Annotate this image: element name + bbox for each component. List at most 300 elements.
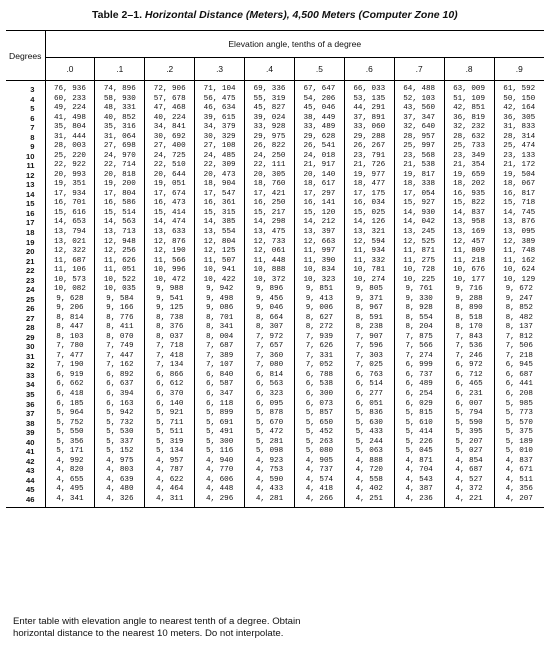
distance-cell: 6, 185 (45, 400, 95, 410)
distance-cell: 12, 594 (344, 238, 394, 248)
distance-cell: 4, 464 (145, 485, 195, 495)
distance-cell: 25, 474 (503, 142, 536, 151)
distance-cell: 22, 111 (245, 161, 295, 171)
distance-cell: 25, 733 (444, 142, 494, 152)
distance-cell: 19, 659 (444, 171, 494, 181)
degree-cell: 30 (6, 342, 45, 352)
distance-cell: 5, 010 (505, 447, 533, 456)
distance-cell: 63, 009 (444, 81, 494, 95)
distance-cell: 7, 875 (394, 333, 444, 343)
distance-cell: 14, 298 (245, 218, 295, 228)
distance-cell: 8, 341 (195, 323, 245, 333)
distance-cell: 13, 169 (444, 228, 494, 238)
table-row (6, 257, 544, 267)
table-row (6, 438, 544, 448)
distance-cell: 8, 554 (394, 314, 444, 324)
distance-cell: 7, 274 (394, 352, 444, 362)
distance-cell: 6, 514 (344, 380, 394, 390)
table-row (6, 476, 544, 486)
distance-cell: 51, 109 (444, 95, 494, 105)
table-row (6, 495, 544, 508)
table-row (6, 81, 544, 95)
distance-cell: 7, 812 (505, 332, 533, 341)
distance-cell: 6, 866 (145, 371, 195, 381)
distance-cell: 8, 004 (195, 333, 245, 343)
distance-cell: 6, 418 (45, 390, 95, 400)
table-row (6, 228, 544, 238)
distance-cell: 41, 498 (45, 114, 95, 124)
distance-cell: 7, 477 (45, 352, 95, 362)
distance-cell: 7, 134 (145, 361, 195, 371)
distance-cell: 31, 833 (503, 123, 536, 132)
distance-cell: 23, 349 (444, 152, 494, 162)
table-row (6, 333, 544, 343)
distance-cell: 32, 640 (394, 123, 444, 133)
distance-cell: 22, 510 (145, 161, 195, 171)
tenth-column-header: .2 (145, 58, 195, 81)
distance-cell: 11, 934 (344, 247, 394, 257)
distance-cell: 56, 475 (195, 95, 245, 105)
distance-cell: 4, 737 (294, 466, 344, 476)
table-row (6, 485, 544, 495)
distance-cell: 8, 376 (145, 323, 195, 333)
distance-cell: 9, 206 (45, 304, 95, 314)
distance-cell: 27, 108 (195, 142, 245, 152)
distance-table (6, 30, 544, 508)
distance-cell: 8, 967 (344, 304, 394, 314)
distance-cell: 9, 988 (145, 285, 195, 295)
table-row (6, 276, 544, 286)
distance-cell: 9, 247 (505, 294, 533, 303)
distance-cell: 12, 804 (195, 238, 245, 248)
distance-cell: 6, 563 (245, 380, 295, 390)
distance-cell: 9, 371 (344, 295, 394, 305)
degree-cell: 13 (6, 180, 45, 190)
distance-cell: 57, 678 (145, 95, 195, 105)
distance-cell: 20, 644 (145, 171, 195, 181)
distance-cell: 12, 948 (95, 238, 145, 248)
distance-cell: 17, 547 (195, 190, 245, 200)
distance-cell: 6, 029 (394, 400, 444, 410)
distance-cell: 10, 372 (245, 276, 295, 286)
distance-cell: 4, 854 (444, 457, 494, 467)
distance-cell: 50, 150 (503, 94, 536, 103)
distance-cell: 16, 817 (503, 189, 536, 198)
distance-cell: 6, 300 (294, 390, 344, 400)
distance-cell: 4, 281 (245, 495, 295, 508)
degree-cell: 28 (6, 323, 45, 333)
distance-cell: 16, 141 (294, 199, 344, 209)
distance-cell: 5, 300 (195, 438, 245, 448)
table-row (6, 380, 544, 390)
distance-cell: 45, 827 (245, 104, 295, 114)
distance-cell: 18, 067 (503, 180, 536, 189)
distance-cell: 10, 624 (503, 266, 536, 275)
distance-cell: 28, 003 (45, 142, 95, 152)
distance-cell: 48, 331 (95, 104, 145, 114)
distance-cell: 17, 934 (45, 190, 95, 200)
distance-cell: 7, 447 (95, 352, 145, 362)
degree-cell: 8 (6, 133, 45, 143)
distance-cell: 7, 749 (95, 342, 145, 352)
elevation-angle-group-header: Elevation angle, tenths of a degree (45, 31, 544, 58)
distance-cell: 44, 291 (344, 104, 394, 114)
distance-cell: 25, 997 (394, 142, 444, 152)
distance-cell: 7, 162 (95, 361, 145, 371)
distance-cell: 4, 221 (444, 495, 494, 508)
distance-cell: 17, 674 (145, 190, 195, 200)
distance-cell: 40, 224 (145, 114, 195, 124)
distance-cell: 71, 104 (195, 81, 245, 95)
distance-cell: 14, 930 (394, 209, 444, 219)
distance-cell: 10, 728 (394, 266, 444, 276)
distance-cell: 6, 073 (294, 400, 344, 410)
degree-cell: 7 (6, 123, 45, 133)
table-number: Table 2–1. (92, 9, 142, 21)
degree-cell: 25 (6, 295, 45, 305)
distance-cell: 7, 360 (245, 352, 295, 362)
distance-cell: 74, 896 (95, 81, 145, 95)
distance-cell: 8, 170 (444, 323, 494, 333)
distance-cell: 19, 351 (45, 180, 95, 190)
degree-cell: 19 (6, 238, 45, 248)
distance-cell: 35, 316 (95, 123, 145, 133)
distance-cell: 9, 006 (294, 304, 344, 314)
distance-cell: 8, 103 (45, 333, 95, 343)
distance-cell: 6, 840 (195, 371, 245, 381)
distance-cell: 24, 485 (195, 152, 245, 162)
distance-cell: 4, 622 (145, 476, 195, 486)
distance-cell: 4, 495 (45, 485, 95, 495)
distance-cell: 36, 305 (503, 113, 536, 122)
distance-cell: 15, 025 (344, 209, 394, 219)
tenth-column-header: .0 (45, 58, 95, 81)
degree-cell: 20 (6, 247, 45, 257)
distance-cell: 14, 042 (394, 218, 444, 228)
distance-cell: 5, 134 (145, 447, 195, 457)
distance-cell: 5, 985 (505, 399, 533, 408)
distance-cell: 19, 977 (344, 171, 394, 181)
table-title: Horizontal Distance (Meters), 4,500 Meters (Computer Zone 10) (144, 9, 458, 21)
distance-cell: 4, 326 (95, 495, 145, 508)
distance-cell: 5, 773 (505, 409, 533, 418)
distance-cell: 5, 511 (145, 428, 195, 438)
distance-cell: 53, 135 (344, 95, 394, 105)
distance-cell: 8, 272 (294, 323, 344, 333)
distance-cell: 25, 220 (45, 152, 95, 162)
table-row (6, 352, 544, 362)
distance-cell: 14, 126 (344, 218, 394, 228)
distance-cell: 7, 626 (294, 342, 344, 352)
distance-cell: 40, 852 (95, 114, 145, 124)
distance-cell: 15, 120 (294, 209, 344, 219)
distance-cell: 4, 356 (505, 485, 533, 494)
distance-cell: 7, 907 (344, 333, 394, 343)
distance-cell: 5, 752 (45, 419, 95, 429)
distance-cell: 17, 175 (344, 190, 394, 200)
degree-cell: 44 (6, 476, 45, 486)
distance-cell: 16, 586 (95, 199, 145, 209)
distance-cell: 6, 763 (344, 371, 394, 381)
distance-cell: 5, 491 (195, 428, 245, 438)
table-row (6, 123, 544, 133)
degree-cell: 12 (6, 171, 45, 181)
distance-cell: 10, 941 (195, 266, 245, 276)
tenth-column-header: .7 (394, 58, 444, 81)
distance-cell: 4, 527 (444, 476, 494, 486)
distance-cell: 8, 738 (145, 314, 195, 324)
distance-cell: 7, 246 (444, 352, 494, 362)
distance-cell: 5, 027 (444, 447, 494, 457)
distance-cell: 9, 805 (344, 285, 394, 295)
distance-cell: 20, 818 (95, 171, 145, 181)
distance-cell: 6, 737 (394, 371, 444, 381)
table-row (6, 409, 544, 419)
distance-cell: 5, 375 (505, 428, 533, 437)
distance-cell: 5, 794 (444, 409, 494, 419)
degree-cell: 41 (6, 447, 45, 457)
table-row (6, 457, 544, 467)
distance-cell: 46, 634 (195, 104, 245, 114)
degree-cell: 22 (6, 266, 45, 276)
distance-cell: 8, 070 (95, 333, 145, 343)
distance-cell: 10, 323 (294, 276, 344, 286)
distance-cell: 12, 457 (444, 238, 494, 248)
degree-cell: 34 (6, 380, 45, 390)
distance-cell: 13, 876 (503, 218, 536, 227)
distance-cell: 24, 250 (245, 152, 295, 162)
distance-cell: 13, 245 (394, 228, 444, 238)
distance-cell: 11, 275 (394, 257, 444, 267)
degree-cell: 11 (6, 161, 45, 171)
distance-cell: 32, 232 (444, 123, 494, 133)
distance-cell: 4, 820 (45, 466, 95, 476)
distance-cell: 14, 563 (95, 218, 145, 228)
distance-cell: 5, 356 (45, 438, 95, 448)
distance-cell: 64, 488 (394, 81, 444, 95)
degree-cell: 3 (6, 81, 45, 95)
distance-cell: 10, 225 (394, 276, 444, 286)
distance-cell: 30, 692 (145, 133, 195, 143)
distance-cell: 8, 890 (444, 304, 494, 314)
distance-cell: 6, 208 (505, 390, 533, 398)
degree-cell: 38 (6, 419, 45, 429)
distance-cell: 7, 107 (195, 361, 245, 371)
distance-cell: 5, 732 (95, 419, 145, 429)
distance-cell: 7, 780 (45, 342, 95, 352)
distance-cell: 21, 917 (294, 161, 344, 171)
distance-cell: 21, 726 (344, 161, 394, 171)
distance-cell: 11, 687 (45, 257, 95, 267)
distance-cell: 13, 095 (503, 227, 536, 236)
table-row (6, 295, 544, 305)
table-caption (92, 9, 458, 21)
table-row (6, 314, 544, 324)
distance-cell: 8, 928 (394, 304, 444, 314)
distance-cell: 69, 336 (245, 81, 295, 95)
distance-cell: 13, 713 (95, 228, 145, 238)
distance-cell: 6, 612 (145, 380, 195, 390)
distance-cell: 5, 337 (95, 438, 145, 448)
table-row (6, 390, 544, 400)
distance-cell: 18, 760 (245, 180, 295, 190)
distance-cell: 11, 626 (95, 257, 145, 267)
distance-cell: 12, 876 (145, 238, 195, 248)
distance-cell: 10, 996 (145, 266, 195, 276)
distance-cell: 6, 687 (505, 370, 533, 379)
distance-cell: 4, 770 (195, 466, 245, 476)
distance-cell: 9, 761 (394, 285, 444, 295)
distance-cell: 6, 919 (45, 371, 95, 381)
distance-cell: 11, 809 (444, 247, 494, 257)
distance-cell: 5, 045 (394, 447, 444, 457)
distance-cell: 7, 939 (294, 333, 344, 343)
distance-cell: 5, 063 (344, 447, 394, 457)
distance-cell: 5, 395 (444, 428, 494, 438)
distance-cell: 19, 817 (394, 171, 444, 181)
distance-cell: 4, 704 (394, 466, 444, 476)
distance-cell: 4, 433 (245, 485, 295, 495)
distance-cell: 21, 538 (394, 161, 444, 171)
degree-cell: 23 (6, 276, 45, 286)
distance-cell: 4, 837 (505, 456, 533, 465)
distance-cell: 5, 530 (95, 428, 145, 438)
distance-cell: 5, 226 (394, 438, 444, 448)
distance-cell: 6, 712 (444, 371, 494, 381)
distance-cell: 9, 851 (294, 285, 344, 295)
tenth-column-header: .8 (444, 58, 494, 81)
table-row (6, 114, 544, 124)
degree-cell: 46 (6, 495, 45, 508)
distance-cell: 8, 307 (245, 323, 295, 333)
distance-cell: 10, 781 (344, 266, 394, 276)
distance-cell: 5, 472 (245, 428, 295, 438)
degree-cell: 5 (6, 104, 45, 114)
distance-cell: 54, 206 (294, 95, 344, 105)
distance-cell: 6, 118 (195, 400, 245, 410)
distance-cell: 6, 892 (95, 371, 145, 381)
distance-cell: 15, 514 (95, 209, 145, 219)
distance-cell: 4, 753 (245, 466, 295, 476)
distance-cell: 13, 397 (294, 228, 344, 238)
distance-cell: 7, 566 (394, 342, 444, 352)
distance-cell: 13, 475 (245, 228, 295, 238)
distance-cell: 13, 958 (444, 218, 494, 228)
distance-cell: 11, 448 (245, 257, 295, 267)
tenth-column-header: .6 (344, 58, 394, 81)
table-row (6, 238, 544, 248)
distance-cell: 39, 024 (245, 114, 295, 124)
degree-cell: 4 (6, 95, 45, 105)
degree-cell: 15 (6, 199, 45, 209)
distance-cell: 19, 051 (145, 180, 195, 190)
distance-cell: 5, 189 (505, 437, 533, 446)
distance-cell: 47, 468 (145, 104, 195, 114)
distance-cell: 12, 256 (95, 247, 145, 257)
degree-cell: 17 (6, 218, 45, 228)
degree-cell: 16 (6, 209, 45, 219)
distance-cell: 13, 554 (195, 228, 245, 238)
distance-cell: 10, 082 (45, 285, 95, 295)
distance-cell: 6, 999 (394, 361, 444, 371)
distance-cell: 5, 116 (195, 447, 245, 457)
distance-cell: 7, 418 (145, 352, 195, 362)
distance-cell: 4, 720 (344, 466, 394, 476)
table-row (6, 209, 544, 219)
distance-cell: 9, 046 (245, 304, 295, 314)
degree-cell: 32 (6, 361, 45, 371)
distance-cell: 4, 266 (294, 495, 344, 508)
degree-cell: 33 (6, 371, 45, 381)
distance-cell: 4, 543 (394, 476, 444, 486)
distance-cell: 8, 701 (195, 314, 245, 324)
distance-cell: 10, 676 (444, 266, 494, 276)
distance-cell: 6, 538 (294, 380, 344, 390)
table-row (6, 266, 544, 276)
distance-cell: 7, 718 (145, 342, 195, 352)
distance-cell: 10, 472 (145, 276, 195, 286)
degree-cell: 18 (6, 228, 45, 238)
distance-cell: 11, 390 (294, 257, 344, 267)
degree-cell: 45 (6, 485, 45, 495)
distance-cell: 23, 791 (344, 152, 394, 162)
tenth-column-header: .1 (95, 58, 145, 81)
distance-cell: 5, 711 (145, 419, 195, 429)
table-row (6, 152, 544, 162)
distance-cell: 11, 748 (503, 247, 536, 256)
distance-cell: 17, 804 (95, 190, 145, 200)
distance-cell: 5, 452 (294, 428, 344, 438)
distance-cell: 18, 617 (294, 180, 344, 190)
distance-cell: 6, 394 (95, 390, 145, 400)
distance-cell: 4, 655 (45, 476, 95, 486)
distance-cell: 39, 615 (195, 114, 245, 124)
distance-cell: 5, 570 (505, 418, 533, 427)
distance-cell: 8, 591 (344, 314, 394, 324)
distance-cell: 17, 421 (245, 190, 295, 200)
distance-cell: 12, 525 (394, 238, 444, 248)
distance-cell: 8, 204 (394, 323, 444, 333)
distance-cell: 6, 095 (245, 400, 295, 410)
distance-cell: 24, 970 (95, 152, 145, 162)
distance-cell: 4, 923 (245, 457, 295, 467)
distance-cell: 20, 473 (195, 171, 245, 181)
distance-cell: 4, 207 (494, 495, 544, 508)
distance-cell: 10, 274 (344, 276, 394, 286)
distance-cell: 5, 550 (45, 428, 95, 438)
distance-cell: 29, 628 (294, 133, 344, 143)
distance-cell: 16, 250 (245, 199, 295, 209)
distance-cell: 7, 218 (505, 351, 533, 360)
distance-cell: 6, 347 (195, 390, 245, 400)
distance-cell: 13, 021 (45, 238, 95, 248)
distance-cell: 18, 477 (344, 180, 394, 190)
table-row (6, 428, 544, 438)
table-body (6, 81, 544, 508)
table-row (6, 171, 544, 181)
distance-cell: 14, 212 (294, 218, 344, 228)
distance-cell: 5, 319 (145, 438, 195, 448)
degree-cell: 40 (6, 438, 45, 448)
distance-cell: 10, 422 (195, 276, 245, 286)
distance-cell: 11, 218 (444, 257, 494, 267)
distance-cell: 7, 687 (195, 342, 245, 352)
distance-cell: 6, 007 (444, 400, 494, 410)
distance-cell: 4, 448 (195, 485, 245, 495)
table-row (6, 133, 544, 143)
distance-cell: 8, 627 (294, 314, 344, 324)
distance-cell: 33, 489 (294, 123, 344, 133)
